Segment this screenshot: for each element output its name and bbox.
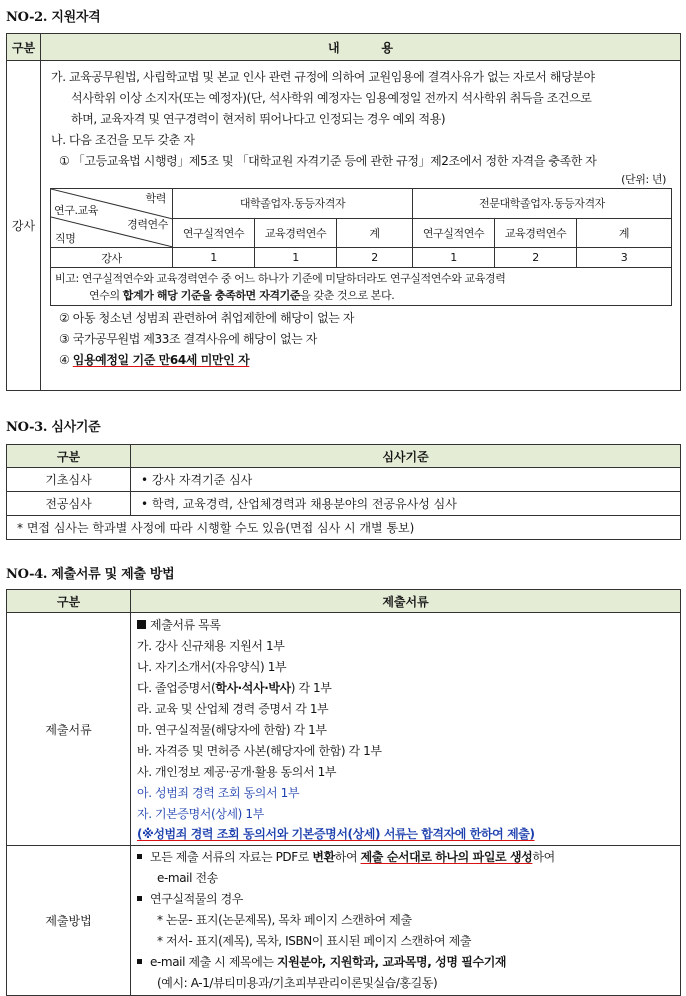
method-text: 연구실적물의 경우 [150,892,243,906]
condition-4-text: 임용예정일 기준 만64세 미만인 자 [72,353,250,367]
item-ga-line1: 가. 교육공무원법, 사립학교법 및 본교 인사 관련 규정에 의하여 교원임용에 결격사유가 없는 자로서 해당분야 [51,70,595,84]
doc-item: 라. 교육 및 산업체 경력 증명서 각 1부 [137,702,329,716]
table-cell: 1 [413,248,495,268]
diag-label-title: 직명 [55,232,76,245]
method-emphasis: 지원분야, 지원학과, 교과목명, 성명 필수기재 [277,955,507,969]
square-bullet-icon [137,620,146,629]
condition-2: ② 아동 청소년 성범죄 관련하여 취업제한에 해당이 없는 자 [59,311,355,325]
sub-header: 연구실적연수 [173,218,255,248]
method-item-1-cont: e-mail 전송 [157,871,218,885]
col-category-header: 구분 [7,34,41,61]
note-text: 연수의 [89,288,123,302]
section-title-no2: NO-2. 지원자격 [6,10,101,25]
method-text: 하여 [532,850,555,864]
doc-item: 마. 연구실적물(해당자에 한함) 각 1부 [137,723,327,737]
doc-item: 나. 자기소개서(자유양식) 1부 [137,660,287,674]
square-bullet-icon [137,959,142,964]
group-college-graduate: 전문대학졸업자.동등자격자 [413,189,672,219]
screening-note: * 면접 심사는 학과별 사정에 따라 시행할 수도 있음(면접 심사 시 개별 통보) [7,516,681,540]
sub-header: 계 [337,218,413,248]
criteria-major: • 학력, 교육경력, 산업체경력과 채용분야의 전공유사성 심사 [131,492,681,516]
col-category-header: 구분 [7,445,131,468]
group-univ-graduate: 대학졸업자.동등자격자 [173,189,413,219]
diag-label-career: 경력연수 [127,218,168,231]
table-row-label: 강사 [51,248,173,268]
table-cell: 1 [255,248,337,268]
method-item-3 [137,952,674,973]
method-text: 모든 제출 서류의 자료는 PDF로 [150,850,313,864]
doc-item-emphasis: 학사·석사·박사 [215,681,291,695]
row-label-basic: 기초심사 [7,468,131,492]
table-cell: 2 [495,248,577,268]
note-emphasis: 합계가 해당 기준을 충족하면 자격기준 [122,288,301,302]
method-emphasis: 제출 순서대로 하나의 파일로 생성 [360,850,533,864]
item-ga-line2: 석사학위 이상 소지자(또는 예정자)(단, 석사학위 예정자는 임용예정일 전까지 석사학위 취득을 조건으로 [71,91,592,105]
table-note [51,268,672,306]
doc-item: 바. 자격증 및 면허증 사본(해당자에 한함) 각 1부 [137,744,382,758]
col-content-header: 내 용 [41,34,681,61]
table-cell: 2 [337,248,413,268]
col-category-header: 구분 [7,590,131,613]
table-cell: 3 [577,248,672,268]
method-item-2a: * 논문- 표지(논문제목), 목차 페이지 스캔하여 제출 [157,913,412,927]
documents-table [6,589,681,996]
square-bullet-icon [137,854,142,859]
row-label-major: 전공심사 [7,492,131,516]
documents-header [137,615,674,636]
method-item-3-example: (예시: A-1/뷰티미용과/기초피부관리이론및실습/홍길동) [157,976,438,990]
qualification-table [6,33,681,391]
diag-label-research: 연구.교육 [54,204,99,217]
doc-item-blue: 아. 성범죄 경력 조회 동의서 1부 [137,786,300,800]
row-label-method: 제출방법 [7,846,131,996]
method-item-1 [137,847,674,868]
doc-item [137,678,674,699]
diag-label-education: 학력 [145,192,166,205]
row-label-lecturer: 강사 [7,61,41,391]
sub-header: 연구실적연수 [413,218,495,248]
col-documents-header: 제출서류 [131,590,681,613]
condition-4-marker: ④ [59,353,73,367]
criteria-basic: • 강사 자격기준 심사 [131,468,681,492]
section-title-no4: NO-4. 제출서류 및 제출 방법 [6,567,175,582]
sub-header: 계 [577,218,672,248]
method-item-2b: * 저서- 표지(제목), 목차, ISBN이 표시된 페이지 스캔하여 제출 [157,934,472,948]
documents-list [131,613,681,846]
career-years-table [50,188,672,306]
condition-1: ① 「고등교육법 시행령」제5조 및 「대학교원 자격기준 등에 관한 규정」제2조에서 정한 자격을 충족한 자 [59,154,597,168]
col-criteria-header: 심사기준 [131,445,681,468]
doc-note: (※성범죄 경력 조회 동의서와 기본증명서(상세) 서류는 합격자에 한하여 제출) [137,827,535,841]
method-text: e-mail 제출 시 제목에는 [150,955,278,969]
method-item-2 [137,889,674,910]
note-text: 을 갖춘 것으로 본다. [300,288,395,302]
method-list [131,846,681,996]
doc-item-text: 다. 졸업증명서( [137,681,216,695]
doc-item: 사. 개인정보 제공·공개·활용 동의서 1부 [137,765,337,779]
documents-header-text: 제출서류 목록 [150,618,221,632]
item-na: 나. 다음 조건을 모두 갖춘 자 [51,133,195,147]
qualification-content [41,61,681,391]
doc-item-blue: 자. 기본증명서(상세) 1부 [137,807,264,821]
method-text: 하여 [334,850,361,864]
method-emphasis: 변환 [312,850,335,864]
section-title-no3: NO-3. 심사기준 [6,420,101,435]
diagonal-header-cell [51,189,173,248]
doc-item-text: ) 각 1부 [290,681,332,695]
sub-header: 교육경력연수 [495,218,577,248]
note-line2 [55,287,667,304]
screening-table [6,444,681,540]
doc-item: 가. 강사 신규채용 지원서 1부 [137,639,285,653]
unit-label: (단위: 년) [621,173,666,186]
note-line1: 비고: 연구실적연수와 교육경력연수 중 어느 하나가 기준에 미달하더라도 연구실적연수와 교육경력 [55,271,506,285]
sub-header: 교육경력연수 [255,218,337,248]
item-ga-line3: 하며, 교육자격 및 연구경력이 현저히 뛰어나다고 인정되는 경우 예외 적용) [71,112,446,126]
condition-3: ③ 국가공무원법 제33조 결격사유에 해당이 없는 자 [59,332,317,346]
square-bullet-icon [137,896,142,901]
table-cell: 1 [173,248,255,268]
condition-4 [46,350,672,371]
row-label-documents: 제출서류 [7,613,131,846]
